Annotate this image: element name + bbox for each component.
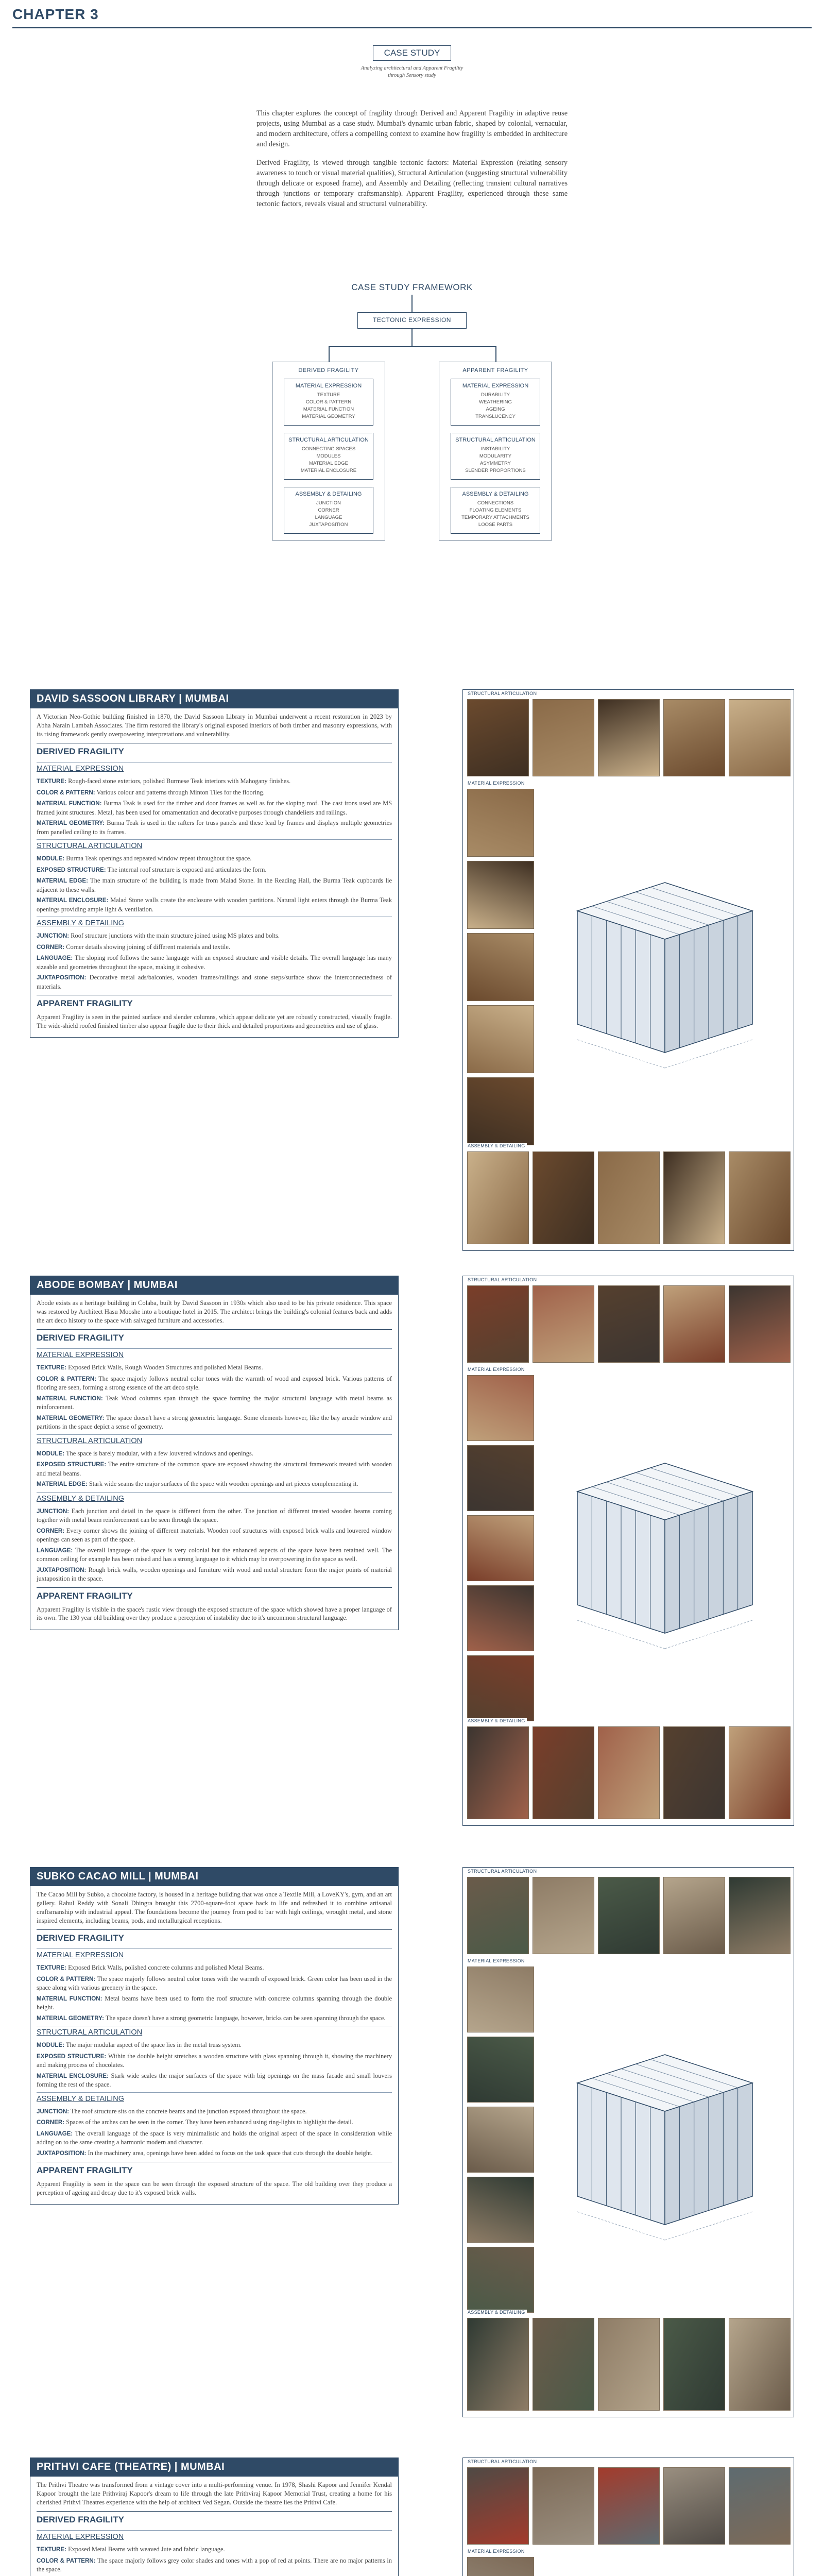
photo: [729, 1285, 791, 1363]
case-study-intro: A Victorian Neo-Gothic building finished in 1870, the David Sassoon Library in Mumbai underwent a recent restoration in 2023 by Abha Narain Lambah Associates. The firm restored the library's original exposed interiors of both timber and masonry expressions, with its rising framework gently overpowering interpretations and vulnerability.: [37, 713, 392, 738]
figure-tag-structural: STRUCTURAL ARTICULATION: [466, 2459, 538, 2464]
detail-key: MODULE:: [37, 1450, 65, 1457]
framework-box-item: MATERIAL FUNCTION: [303, 406, 354, 412]
photo: [663, 2318, 725, 2411]
detail-key: EXPOSED STRUCTURE:: [37, 866, 106, 873]
framework-box-title: ASSEMBLY & DETAILING: [295, 491, 362, 497]
figure-tag-structural: STRUCTURAL ARTICULATION: [466, 1869, 538, 1874]
isometric-drawing: [541, 1967, 788, 2313]
subheading-material: MATERIAL EXPRESSION: [37, 1348, 392, 1361]
detail-key: EXPOSED STRUCTURE:: [37, 1461, 107, 1468]
detail-key: TEXTURE:: [37, 778, 66, 785]
detail-key: COLOR & PATTERN:: [37, 1375, 97, 1382]
detail-row: [37, 876, 392, 894]
detail-key: JUNCTION:: [37, 933, 70, 939]
photo: [729, 2467, 791, 2545]
detail-key: TEXTURE:: [37, 1364, 66, 1371]
detail-row: [37, 1363, 392, 1372]
detail-key: JUXTAPOSITION:: [37, 974, 87, 981]
case-study-title: SUBKO CACAO MILL | MUMBAI: [30, 1868, 398, 1886]
apparent-fragility-text: Apparent Fragility is seen in the space can be seen through the exposed structure of the space. The old building over they produce a perception of ageing and decay due to it's exposed brick walls.: [37, 2180, 392, 2196]
framework-column-title: APPARENT FRAGILITY: [462, 367, 528, 374]
detail-row: [37, 943, 392, 952]
detail-value: Teak Wood columns span through the space forming the major structural language with metal beams as reinforcement.: [37, 1394, 392, 1411]
photo: [598, 699, 660, 776]
detail-value: Exposed Brick Walls, Rough Wooden Structures and polished Metal Beams.: [68, 1364, 263, 1371]
detail-value: The space majorly follows neutral color tones with the warmth of exposed brick. Green color has been used in the space along with various greenery in the space.: [37, 1975, 392, 1991]
case-study-body: [30, 2477, 398, 2576]
photo: [533, 2467, 594, 2545]
detail-value: The space majorly follows neutral color tones with the warmth of wood and exposed brick. Various patterns of flooring are seen, forming a strong essence of the art deco style.: [37, 1375, 392, 1391]
case-study-title: ABODE BOMBAY | MUMBAI: [30, 1276, 398, 1295]
photo: [467, 1005, 534, 1073]
photo: [533, 1285, 594, 1363]
detail-value: The major modular aspect of the space lies in the metal truss system.: [65, 2041, 242, 2048]
figure-tag-structural: STRUCTURAL ARTICULATION: [466, 691, 538, 696]
detail-key: JUNCTION:: [37, 2108, 70, 2115]
detail-value: Rough-faced stone exteriors, polished Burmese Teak interiors with Mahogany finishes.: [68, 777, 291, 785]
isometric-drawing: [541, 2557, 788, 2576]
photo: [467, 861, 534, 929]
photo: [598, 2318, 660, 2411]
framework-box-item: SLENDER PROPORTIONS: [465, 468, 526, 473]
detail-row: [37, 1480, 392, 1489]
framework-box-item: AGEING: [486, 406, 505, 412]
subheading-material: MATERIAL EXPRESSION: [37, 1948, 392, 1961]
framework-box-item: DURABILITY: [481, 392, 510, 398]
framework-box-item: LOOSE PARTS: [478, 522, 513, 528]
detail-value: Exposed Metal Beams with weaved Jute and fabric language.: [68, 2546, 225, 2553]
detail-row: [37, 854, 392, 863]
chapter-intro: [256, 108, 568, 217]
photo: [663, 2467, 725, 2545]
detail-row: [37, 2556, 392, 2574]
detail-value: Spaces of the arches can be seen in the corner. They have been enhanced using ring-lights to highlight the detail.: [66, 2119, 353, 2126]
section-heading-derived: DERIVED FRAGILITY: [37, 1929, 392, 1945]
detail-row: [37, 1527, 392, 1544]
framework-connector: [329, 346, 330, 362]
detail-key: LANGUAGE:: [37, 1547, 73, 1554]
subheading-assembly: ASSEMBLY & DETAILING: [37, 917, 392, 929]
framework-box-item: TEMPORARY ATTACHMENTS: [461, 515, 529, 520]
detail-value: The space majorly follows grey color shades and tones with a pop of red at points. There are no major patterns in the space.: [37, 2556, 392, 2573]
case-study-figure-board: [462, 1867, 794, 2417]
detail-key: MODULE:: [37, 2042, 65, 2048]
detail-key: CORNER:: [37, 2119, 65, 2126]
detail-value: Rough brick walls, wooden openings and furniture with wood and metal structure form the major points of material juxtaposition in the space.: [37, 1566, 392, 1582]
framework-box-item: CONNECTIONS: [477, 500, 514, 506]
framework-box-item: MATERIAL GEOMETRY: [302, 414, 355, 419]
detail-value: Burma Teak is used for the timber and door frames as well as for the sloping roof. The cast irons used are MS framed joint structures. Metal, has been used for ornamentation and decorative purposes through chandeliers and railings.: [37, 800, 392, 816]
case-study-figure-board: [462, 689, 794, 1251]
case-study-text-panel: [30, 1867, 399, 2205]
detail-row: [37, 2041, 392, 2050]
subheading-assembly: ASSEMBLY & DETAILING: [37, 2092, 392, 2105]
photo: [663, 1285, 725, 1363]
detail-row: [37, 866, 392, 875]
subheading-material: MATERIAL EXPRESSION: [37, 762, 392, 775]
detail-key: LANGUAGE:: [37, 955, 73, 961]
detail-key: MATERIAL EDGE:: [37, 1481, 88, 1487]
detail-value: The internal roof structure is exposed and articulates the form.: [107, 866, 267, 873]
isometric-drawing: [541, 789, 788, 1146]
detail-row: [37, 2052, 392, 2070]
detail-value: Each junction and detail in the space is different from the other. The junction of different treated wooden beams coming together with metal beam reinforcement can be seen through the space.: [37, 1507, 392, 1523]
detail-row: [37, 2014, 392, 2023]
photo: [729, 1726, 791, 1819]
detail-value: Metal beams have been used to form the roof structure with concrete columns spanning through the double height.: [37, 1994, 392, 2011]
apparent-fragility-text: Apparent Fragility is seen in the painted surface and slender columns, which appear delicate yet are robustly constructed, visually fragile. The wide-shield roofed finished timber also appear fragile due to their thick and detailed proportions and geometries and use of glass.: [37, 1013, 392, 1029]
photo: [598, 1285, 660, 1363]
photo: [467, 699, 529, 776]
photo: [598, 1726, 660, 1819]
detail-value: The overall language of the space is very minimalistic and holds the original aspect of the space in consideration while adding on to the same creating a harmonic modern and character.: [37, 2129, 392, 2146]
intro-paragraph: This chapter explores the concept of fragility through Derived and Apparent Fragility in adaptive reuse projects, using Mumbai as a case study. Mumbai's dynamic urban fabric, shaped by colonial, vernacular, and modern architecture, offers a compelling context to examine how fragility is embedded in architecture and design.: [256, 109, 568, 148]
detail-value: Stark wide seams the major surfaces of the space with wooden openings and art pieces complementing it.: [89, 1480, 358, 1487]
photo: [467, 2177, 534, 2243]
framework-box-item: WEATHERING: [479, 399, 512, 405]
detail-key: CORNER:: [37, 943, 65, 951]
section-heading-derived: DERIVED FRAGILITY: [37, 2511, 392, 2527]
chapter-divider: [12, 27, 812, 28]
photo: [467, 2557, 534, 2576]
detail-value: Various colour and patterns through Minton Tiles for the flooring.: [96, 788, 265, 796]
detail-value: Burma Teak openings and repeated window repeat throughout the space.: [66, 855, 252, 862]
case-study-section: [30, 1867, 794, 2417]
section-heading-apparent: APPARENT FRAGILITY: [37, 995, 392, 1011]
case-study-figure-board: [462, 1276, 794, 1826]
detail-value: The sloping roof follows the same language with an exposed structure and visible details. The overall language has many sizeable and geometries throughout the space, making it cohesive.: [37, 954, 392, 971]
detail-value: The main structure of the building is made from Malad Stone. In the Reading Hall, the Burma Teak cupboards lie adjacent to these walls.: [37, 877, 392, 893]
detail-value: Malad Stone walls create the enclosure with wooden partitions. Natural light enters through the Burma Teak openings providing ample light & ventilation.: [37, 896, 392, 913]
framework-box: [451, 379, 540, 426]
framework-column-title: DERIVED FRAGILITY: [298, 367, 359, 374]
detail-row: [37, 2107, 392, 2116]
framework-box-title: MATERIAL EXPRESSION: [462, 383, 529, 389]
detail-value: The overall language of the space is very colonial but the enhanced aspects of the space have been retained well. The common ceiling for example has been raised and has a strong language to it which may be overpowering in the space as well.: [37, 1546, 392, 1563]
detail-row: [37, 1460, 392, 1478]
apparent-fragility-text: Apparent Fragility is visible in the space's rustic view through the exposed structure of the space which showed have a proper language of its own. The 130 year old building over they produce a perception of instability due to it's uncommon structural language.: [37, 1605, 392, 1621]
photo: [663, 1151, 725, 1244]
figure-tag-assembly: ASSEMBLY & DETAILING: [466, 2310, 527, 2315]
framework-box-item: CORNER: [318, 507, 339, 513]
framework-root: TECTONIC EXPRESSION: [357, 312, 467, 329]
photo: [663, 699, 725, 776]
framework-box: [284, 379, 373, 426]
detail-value: Decorative metal ads/balconies, wooden frames/railings and stone steps/surface show the interconnectedness of materials.: [37, 974, 392, 990]
photo: [729, 2318, 791, 2411]
subheading-material: MATERIAL EXPRESSION: [37, 2530, 392, 2543]
detail-value: The entire structure of the common space are exposed showing the structural framework treated with wooden and metal beams.: [37, 1461, 392, 1477]
detail-value: Exposed Brick Walls, polished concrete columns and polished Metal Beams.: [68, 1964, 264, 1971]
photo: [467, 1877, 529, 1954]
framework-box-item: CONNECTING SPACES: [301, 446, 356, 452]
framework-column-derived: [272, 362, 385, 540]
detail-key: LANGUAGE:: [37, 2130, 73, 2137]
detail-key: MATERIAL GEOMETRY:: [37, 820, 105, 826]
framework-box-item: MODULARITY: [479, 453, 512, 459]
framework-box-item: TRANSLUCENCY: [475, 414, 516, 419]
chapter-title: CHAPTER 3: [12, 6, 99, 22]
section-heading-apparent: APPARENT FRAGILITY: [37, 1587, 392, 1603]
framework-box-item: COLOR & PATTERN: [305, 399, 352, 405]
photo: [467, 933, 534, 1001]
photo: [467, 789, 534, 857]
detail-key: MATERIAL FUNCTION:: [37, 800, 102, 807]
framework-box-item: LANGUAGE: [315, 515, 342, 520]
case-study-section: [30, 689, 794, 1251]
detail-key: CORNER:: [37, 1527, 65, 1534]
photo: [467, 1375, 534, 1441]
framework-title: CASE STUDY FRAMEWORK: [351, 282, 473, 292]
framework-box-item: JUXTAPOSITION: [309, 522, 348, 528]
section-heading-derived: DERIVED FRAGILITY: [37, 743, 392, 759]
detail-key: JUNCTION:: [37, 1507, 70, 1515]
detail-key: MATERIAL FUNCTION:: [37, 1395, 103, 1402]
photo: [729, 699, 791, 776]
subheading-structural: STRUCTURAL ARTICULATION: [37, 1434, 392, 1447]
detail-key: MATERIAL FUNCTION:: [37, 1995, 102, 2002]
case-study-subtitle: Analyzing architectural and Apparent Fragility through Sensory study: [360, 65, 464, 78]
case-study-title: PRITHVI CAFE (THEATRE) | MUMBAI: [30, 2458, 398, 2477]
detail-value: In the machinery area, openings have been added to focus on the task space that cuts through the double height.: [88, 2149, 373, 2157]
figure-tag-material: MATERIAL EXPRESSION: [466, 2549, 526, 2554]
framework-box-item: MODULES: [316, 453, 341, 459]
detail-key: JUXTAPOSITION:: [37, 1566, 87, 1573]
photo: [467, 1655, 534, 1721]
detail-row: [37, 1507, 392, 1524]
framework-box: [451, 433, 540, 480]
detail-row: [37, 1546, 392, 1564]
detail-key: COLOR & PATTERN:: [37, 1975, 96, 1982]
framework-connector: [411, 295, 413, 312]
framework-connector: [495, 346, 496, 362]
framework-box: [451, 487, 540, 534]
detail-row: [37, 2545, 392, 2554]
photo: [467, 1151, 529, 1244]
framework-box-title: STRUCTURAL ARTICULATION: [288, 437, 369, 443]
detail-key: COLOR & PATTERN:: [37, 2557, 96, 2564]
photo: [533, 1151, 594, 1244]
photo: [467, 1585, 534, 1651]
detail-row: [37, 2129, 392, 2147]
subheading-structural: STRUCTURAL ARTICULATION: [37, 839, 392, 852]
detail-key: MODULE:: [37, 855, 65, 862]
framework-box-item: INSTABILITY: [480, 446, 510, 452]
detail-row: [37, 931, 392, 941]
detail-key: MATERIAL ENCLOSURE:: [37, 897, 109, 904]
detail-row: [37, 973, 392, 991]
detail-key: TEXTURE:: [37, 2546, 66, 2553]
detail-row: [37, 799, 392, 817]
detail-row: [37, 777, 392, 786]
figure-tag-material: MATERIAL EXPRESSION: [466, 1958, 526, 1963]
detail-row: [37, 2072, 392, 2089]
detail-value: Stark wide scales the major surfaces of the space with big openings on the mass facade and small louvers forming the rest of the space.: [37, 2072, 392, 2088]
detail-key: TEXTURE:: [37, 1964, 66, 1971]
detail-key: MATERIAL EDGE:: [37, 877, 89, 884]
framework-box-item: TEXTURE: [317, 392, 340, 398]
detail-row: [37, 819, 392, 836]
detail-row: [37, 1994, 392, 2012]
framework-box: [284, 487, 373, 534]
photo: [663, 1877, 725, 1954]
framework-box-item: ASYMMETRY: [479, 461, 511, 466]
detail-row: [37, 954, 392, 971]
photo: [467, 1967, 534, 2032]
photo: [467, 1515, 534, 1581]
detail-value: Corner details showing joining of different materials and textile.: [66, 943, 230, 951]
framework-column-apparent: [439, 362, 552, 540]
case-study-intro: The Cacao Mill by Subko, a chocolate factory, is housed in a heritage building that was once a Textile Mill, a LoveKY's, gym, and an art gallery. Rahul Reddy with Sonali Dhingra brought this 2700-square-foot space back to life and refreshed it to combine artisanal craftsmanship with industrial appeal. The foundations become the journey from pod to bar with high ceilings, wrought metal, and stone inspired elements, including beams, pods, and metallurgical receptions.: [37, 1891, 392, 1924]
detail-key: MATERIAL GEOMETRY:: [37, 1414, 105, 1421]
photo: [533, 1877, 594, 1954]
photo: [729, 1151, 791, 1244]
framework-box-item: JUNCTION: [316, 500, 341, 506]
case-study-body: [30, 708, 398, 1037]
photo: [467, 1077, 534, 1145]
isometric-drawing: [541, 1375, 788, 1721]
detail-value: Roof structure junctions with the main structure joined using MS plates and bolts.: [71, 932, 280, 939]
intro-paragraph: Derived Fragility, is viewed through tangible tectonic factors: Material Expression (relating sensory awareness to touch or visual material qualities), Structural Articulation (suggesting structural vulnerability through delicate or exposed frame), and Assembly and Detailing (reflecting transient cultural narratives through junctions or temporary craftsmanship). Apparent Fragility, experienced through these same tectonic factors, reveals visual and structural vulnerability.: [256, 159, 568, 208]
framework-connector: [411, 329, 413, 346]
detail-key: EXPOSED STRUCTURE:: [37, 2053, 107, 2060]
photo: [467, 2107, 534, 2173]
case-study-text-panel: [30, 1276, 399, 1630]
section-heading-derived: DERIVED FRAGILITY: [37, 1329, 392, 1345]
detail-row: [37, 2149, 392, 2158]
detail-row: [37, 1394, 392, 1412]
detail-row: [37, 1414, 392, 1431]
detail-value: The space doesn't have a strong geometric language. Some elements however, like the bay arcade window and partitions in the space depict a sense of geometry.: [37, 1414, 392, 1430]
chapter-header: [0, 0, 824, 33]
detail-row: [37, 1375, 392, 1392]
framework-box-item: FLOATING ELEMENTS: [469, 507, 522, 513]
case-study-text-panel: [30, 689, 399, 1038]
detail-row: [37, 896, 392, 913]
detail-key: MATERIAL ENCLOSURE:: [37, 2072, 109, 2079]
case-study-section: [30, 1276, 794, 1826]
detail-key: COLOR & PATTERN:: [37, 789, 95, 796]
photo: [467, 1726, 529, 1819]
case-study-body: [30, 1886, 398, 2204]
figure-tag-material: MATERIAL EXPRESSION: [466, 781, 526, 786]
subheading-structural: STRUCTURAL ARTICULATION: [37, 2026, 392, 2039]
case-study-figure-board: [462, 2458, 794, 2576]
case-study-section: [30, 2458, 794, 2576]
detail-row: [37, 2118, 392, 2127]
subheading-assembly: ASSEMBLY & DETAILING: [37, 1492, 392, 1505]
detail-key: JUXTAPOSITION:: [37, 2149, 87, 2157]
case-study-title: DAVID SASSOON LIBRARY | MUMBAI: [30, 690, 398, 708]
detail-row: [37, 1975, 392, 1992]
case-study-text-panel: [30, 2458, 399, 2576]
photo: [533, 1726, 594, 1819]
photo: [533, 2318, 594, 2411]
detail-value: The space doesn't have a strong geometric language, however, bricks can be seen spanning through the space.: [105, 2014, 386, 2022]
detail-row: [37, 1963, 392, 1973]
figure-tag-material: MATERIAL EXPRESSION: [466, 1367, 526, 1372]
framework-box-title: ASSEMBLY & DETAILING: [462, 491, 529, 497]
detail-row: [37, 788, 392, 798]
framework-box: [284, 433, 373, 480]
photo: [467, 1285, 529, 1363]
detail-value: Burma Teak is used in the rafters for truss panels and these lead by frames and displays multiple geometries from panelled ceiling to its frames.: [37, 819, 392, 836]
detail-key: MATERIAL GEOMETRY:: [37, 2014, 104, 2022]
detail-row: [37, 1566, 392, 1583]
photo: [533, 699, 594, 776]
photo: [467, 2318, 529, 2411]
photo: [467, 1445, 534, 1511]
photo: [598, 2467, 660, 2545]
framework-connector: [329, 346, 495, 347]
detail-value: Every corner shows the joining of different materials. Wooden roof structures with exposed brick walls and louvered window openings can seen as part of the space.: [37, 1527, 392, 1543]
figure-tag-assembly: ASSEMBLY & DETAILING: [466, 1143, 527, 1148]
photo: [467, 2037, 534, 2103]
case-study-intro: Abode exists as a heritage building in Colaba, built by David Sassoon in 1930s which also used to be his private residence. This space was restored by Architect Hasu Mooshe into a boutique hotel in 2015. The architect brings the building's colonial features back and adds the art deco history to the space with salvaged furniture and accessories.: [37, 1299, 392, 1324]
detail-row: [37, 1449, 392, 1459]
photo: [598, 1877, 660, 1954]
case-study-body: [30, 1295, 398, 1630]
case-study-label: CASE STUDY: [373, 45, 451, 61]
photo: [729, 1877, 791, 1954]
detail-value: The roof structure sits on the concrete beams and the junction exposed throughout the space.: [71, 2107, 307, 2115]
detail-value: The space is barely modular, with a few louvered windows and openings.: [65, 1449, 253, 1457]
detail-value: Within the double height stretches a wooden structure with glass spanning through it, showing the machinery and making process of chocolates.: [37, 2052, 392, 2069]
figure-tag-assembly: ASSEMBLY & DETAILING: [466, 1718, 527, 1723]
framework-box-item: MATERIAL EDGE: [308, 461, 348, 466]
photo: [467, 2247, 534, 2313]
photo: [663, 1726, 725, 1819]
photo: [467, 2467, 529, 2545]
framework-box-title: STRUCTURAL ARTICULATION: [455, 437, 536, 443]
section-heading-apparent: APPARENT FRAGILITY: [37, 2162, 392, 2178]
photo: [598, 1151, 660, 1244]
figure-tag-structural: STRUCTURAL ARTICULATION: [466, 1277, 538, 1282]
framework-box-item: MATERIAL ENCLOSURE: [300, 468, 357, 473]
framework-box-title: MATERIAL EXPRESSION: [295, 383, 362, 389]
case-study-intro: The Prithvi Theatre was transformed from a vintage cover into a multi-performing venue. In 1978, Shashi Kapoor and Jennifer Kendal Kapoor brought the late Prithviraj Kapoor's dream to life through the late Prithviraj Kapoor Memorial Trust, creating a home for his cherished Prithvi Theatres experience with the help of architect Ved Segan. Outside the theatre lies the Prithvi Cafe.: [37, 2481, 392, 2506]
